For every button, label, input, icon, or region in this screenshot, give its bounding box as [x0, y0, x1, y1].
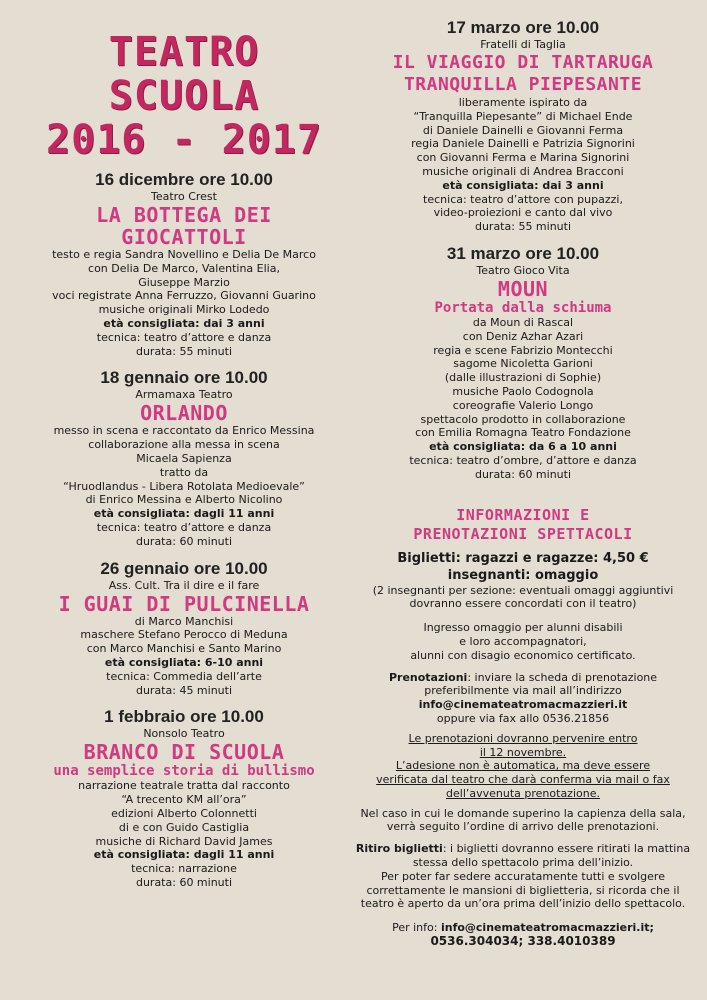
- credit-line: musiche di Richard David James: [95, 834, 273, 848]
- age-recommendation: età consigliata: da 6 a 10 anni: [429, 440, 617, 454]
- show-block: [14, 707, 354, 889]
- show-title: BRANCO DI SCUOLA: [83, 740, 285, 765]
- show-block: [14, 368, 354, 548]
- pickup-line: Per poter far sedere accuratamente tutti e svolgere: [381, 869, 665, 883]
- technique-line: tecnica: teatro d’attore con pupazzi,: [423, 192, 623, 206]
- pickup-text: : i biglietti dovranno essere ritirati la mattina: [442, 842, 691, 856]
- credit-line: Giuseppe Marzio: [138, 275, 230, 289]
- show-block: [352, 18, 694, 234]
- deadline-note: dell’avvenuta prenotazione.: [446, 786, 600, 800]
- contact-line: [352, 921, 694, 935]
- pickup-line: teatro è aperto da un’ora prima dell’inizio dello spettacolo.: [360, 897, 686, 911]
- credit-line: regia e scene Fabrizio Montecchi: [433, 343, 613, 357]
- booking-text: : inviare la scheda di prenotazione: [467, 670, 658, 684]
- credit-line: con Marco Manchisi e Santo Marino: [86, 642, 282, 656]
- credit-line: di Enrico Messina e Alberto Nicolino: [85, 493, 283, 507]
- show-title: IL VIAGGIO DI TARTARUGA: [392, 52, 654, 73]
- info-title: PRENOTAZIONI SPETTACOLI: [413, 524, 633, 543]
- credit-line: con Delia De Marco, Valentina Elia,: [88, 261, 280, 275]
- duration-line: durata: 60 minuti: [135, 875, 233, 889]
- main-title-line-3: 2016 - 2017: [46, 117, 322, 163]
- show-block: [14, 559, 354, 698]
- free-entry-line: Ingresso omaggio per alunni disabili: [423, 621, 623, 635]
- booking-line: preferibilmente via mail all’indirizzo: [424, 684, 622, 698]
- pickup-line: stessa dello spettacolo prima dell’inizio.: [412, 856, 634, 870]
- show-company: Teatro Crest: [151, 190, 217, 203]
- booking-label: Prenotazioni: [388, 670, 468, 684]
- duration-line: durata: 60 minuti: [474, 467, 572, 481]
- age-recommendation: età consigliata: dai 3 anni: [103, 316, 265, 330]
- booking-fax: oppure via fax allo 0536.21856: [436, 711, 610, 725]
- age-recommendation: età consigliata: dagli 11 anni: [93, 507, 275, 521]
- contact-email-link[interactable]: info@cinemateatromacmazzieri.it;: [440, 921, 654, 935]
- deadline-note: il 12 novembre.: [479, 745, 567, 759]
- credit-line: liberamente ispirato da: [458, 96, 588, 109]
- main-title-line-2: SCUOLA: [108, 73, 260, 119]
- credit-line: testo e regia Sandra Novellino e Delia De Marco: [52, 248, 316, 261]
- pickup-label: Ritiro biglietti: [355, 842, 443, 856]
- show-company: Ass. Cult. Tra il dire e il fare: [108, 578, 260, 592]
- show-block: [352, 244, 694, 482]
- contact-label: Per info:: [392, 921, 441, 935]
- technique-line: video-proiezioni e canto dal vivo: [433, 206, 613, 220]
- credit-line: musiche originali Mirko Lodedo: [98, 303, 270, 317]
- credit-line: con Giovanni Ferma e Marina Signorini: [416, 151, 630, 165]
- show-title: LA BOTTEGA DEI: [96, 203, 272, 227]
- info-title: INFORMAZIONI E: [456, 505, 590, 524]
- show-subtitle: una semplice storia di bullismo: [53, 763, 315, 780]
- ticket-price: Biglietti: ragazzi e ragazze: 4,50 €: [397, 550, 649, 566]
- deadline-note: L’adesione non è automatica, ma deve essere: [395, 759, 651, 773]
- show-date: 17 marzo ore 10.00: [446, 18, 600, 37]
- credit-line: edizioni Alberto Colonnetti: [111, 806, 257, 820]
- show-title: GIOCATTOLI: [121, 225, 247, 249]
- age-recommendation: età consigliata: dagli 11 anni: [93, 848, 275, 862]
- credit-line: di e con Guido Castiglia: [118, 820, 250, 834]
- show-date: 18 gennaio ore 10.00: [100, 368, 268, 388]
- technique-line: tecnica: Commedia dell’arte: [106, 669, 262, 683]
- credit-line: narrazione teatrale tratta dal racconto: [78, 779, 290, 793]
- show-title: MOUN: [497, 276, 549, 301]
- credit-line: musiche originali di Andrea Bracconi: [422, 164, 624, 178]
- capacity-note: verrà seguito l’ordine di arrivo delle prenotazioni.: [386, 820, 660, 834]
- show-company: Teatro Gioco Vita: [476, 263, 570, 277]
- credit-line: Micaela Sapienza: [136, 451, 232, 465]
- technique-line: tecnica: teatro d’attore e danza: [96, 330, 272, 344]
- credit-line: collaborazione alla messa in scena: [88, 438, 280, 452]
- credit-line: messo in scena e raccontato da Enrico Messina: [53, 424, 315, 438]
- credit-line: spettacolo prodotto in collaborazione: [420, 412, 626, 426]
- info-section: [352, 506, 694, 949]
- technique-line: tecnica: teatro d’ombre, d’attore e danza: [409, 453, 637, 467]
- free-entry-line: alunni con disagio economico certificato.: [410, 648, 636, 662]
- credit-line: coreografie Valerio Longo: [452, 398, 594, 412]
- credit-line: tratto da: [159, 465, 209, 479]
- age-recommendation: età consigliata: dai 3 anni: [442, 178, 604, 192]
- deadline-note: Le prenotazioni dovranno pervenire entro: [408, 731, 638, 745]
- show-title: I GUAI DI PULCINELLA: [58, 591, 310, 616]
- show-company: Fratelli di Taglia: [480, 38, 566, 51]
- credit-line: “Tranquilla Piepesante” di Michael Ende: [413, 109, 633, 123]
- credit-line: con Deniz Azhar Azari: [462, 329, 584, 343]
- show-title: ORLANDO: [140, 401, 228, 426]
- show-date: 31 marzo ore 10.00: [446, 243, 600, 263]
- duration-line: durata: 55 minuti: [474, 220, 572, 234]
- main-title-line-1: TEATRO: [108, 29, 260, 75]
- credit-line: (dalle illustrazioni di Sophie): [444, 371, 602, 385]
- price-note: (2 insegnanti per sezione: eventuali omaggi aggiuntivi: [372, 583, 674, 597]
- credit-line: da Moun di Rascal: [472, 315, 574, 329]
- duration-line: durata: 45 minuti: [135, 683, 233, 697]
- booking-email-link[interactable]: info@cinemateatromacmazzieri.it: [418, 698, 628, 712]
- credit-line: “Hruodlandus - Libera Rotolata Medioevale”: [63, 479, 305, 493]
- pickup-line: [352, 842, 694, 856]
- contact-phones: 0536.304034; 338.4010389: [430, 934, 616, 949]
- credit-line: con Emilia Romagna Teatro Fondazione: [415, 426, 631, 440]
- credit-line: di Marco Manchisi: [134, 614, 234, 628]
- show-date: 16 dicembre ore 10.00: [95, 170, 273, 189]
- show-block: [14, 170, 354, 358]
- pickup-line: correttamente le mansioni di biglietteria, si ricorda che il: [366, 883, 680, 897]
- credit-line: musiche Paolo Codognola: [452, 384, 594, 398]
- credit-line: voci registrate Anna Ferruzzo, Giovanni Guarino: [52, 289, 316, 303]
- credit-line: maschere Stefano Perocco di Meduna: [80, 628, 288, 642]
- show-subtitle: Portata dalla schiuma: [434, 299, 612, 316]
- credit-line: sagome Nicoletta Garioni: [453, 357, 593, 371]
- show-date: 26 gennaio ore 10.00: [100, 558, 268, 578]
- deadline-note: verificata dal teatro che darà conferma via mail o fax: [376, 773, 670, 787]
- credit-line: regia Daniele Dainelli e Patrizia Signorini: [411, 137, 635, 151]
- show-date: 1 febbraio ore 10.00: [104, 707, 264, 727]
- capacity-note: Nel caso in cui le domande superino la capienza della sala,: [360, 806, 686, 820]
- price-note: dovranno essere concordati con il teatro): [409, 597, 637, 611]
- duration-line: durata: 55 minuti: [135, 344, 233, 358]
- show-company: Nonsolo Teatro: [143, 727, 225, 741]
- teacher-price: insegnanti: omaggio: [447, 567, 599, 583]
- credit-line: di Daniele Dainelli e Giovanni Ferma: [422, 123, 624, 137]
- show-company: Armamaxa Teatro: [135, 388, 233, 402]
- technique-line: tecnica: teatro d’attore e danza: [96, 520, 272, 534]
- age-recommendation: età consigliata: 6-10 anni: [104, 655, 264, 669]
- show-title: TRANQUILLA PIEPESANTE: [403, 74, 643, 95]
- duration-line: durata: 60 minuti: [135, 534, 233, 548]
- left-column: [14, 0, 354, 890]
- credit-line: “A trecento KM all’ora”: [121, 793, 247, 807]
- free-entry-line: e loro accompagnatori,: [459, 634, 587, 648]
- technique-line: tecnica: narrazione: [131, 862, 237, 876]
- right-column: [352, 0, 694, 949]
- booking-line: [352, 671, 694, 685]
